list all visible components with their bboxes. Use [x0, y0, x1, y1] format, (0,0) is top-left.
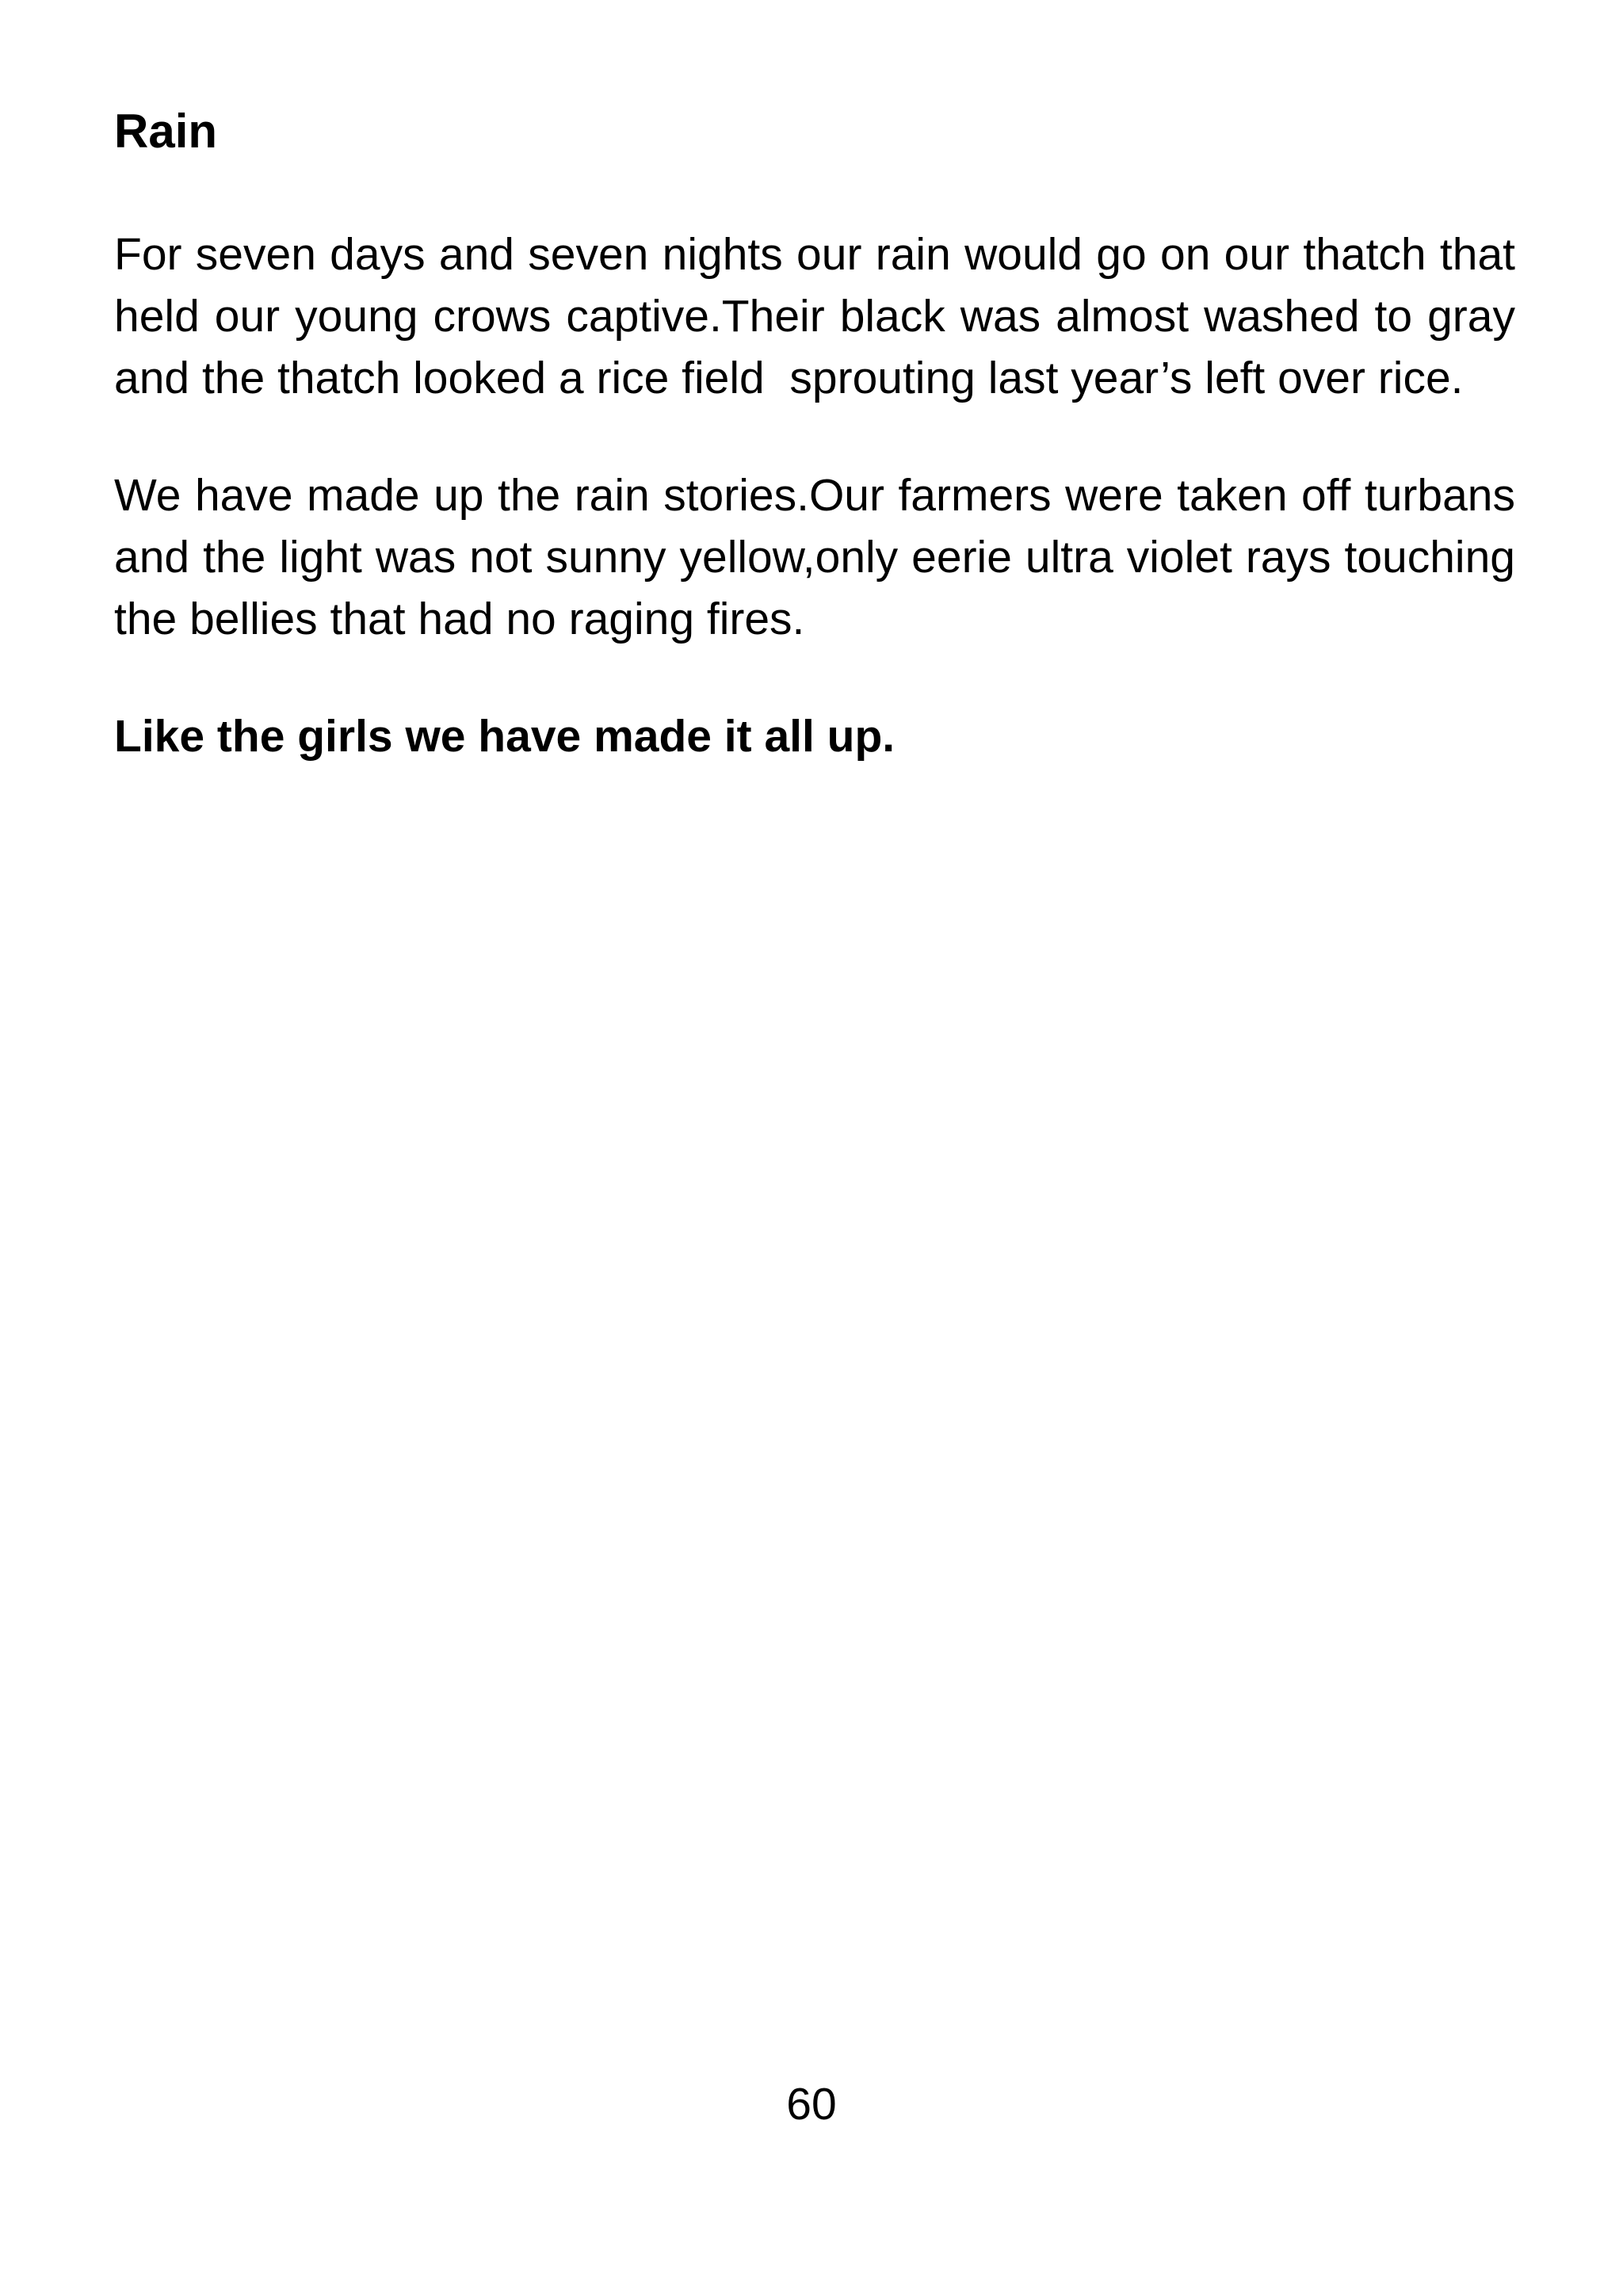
closing-line: Like the girls we have made it all up.: [114, 711, 896, 762]
page-number: 60: [786, 2079, 837, 2130]
poem-title: Rain: [114, 105, 218, 158]
page-content: [114, 105, 1528, 767]
paragraph-1: For seven days and seven nights our rain would go on our thatch that held our young crows captive.Their black was almost washed to gray and the thatch looked a rice field sprouting last year’s left over rice.: [114, 229, 1528, 403]
paragraph-2: We have made up the rain stories.Our farmers were taken off turbans and the light was not sunny yellow,only eerie ultra violet rays touching the bellies that had no raging fires.: [114, 470, 1528, 644]
